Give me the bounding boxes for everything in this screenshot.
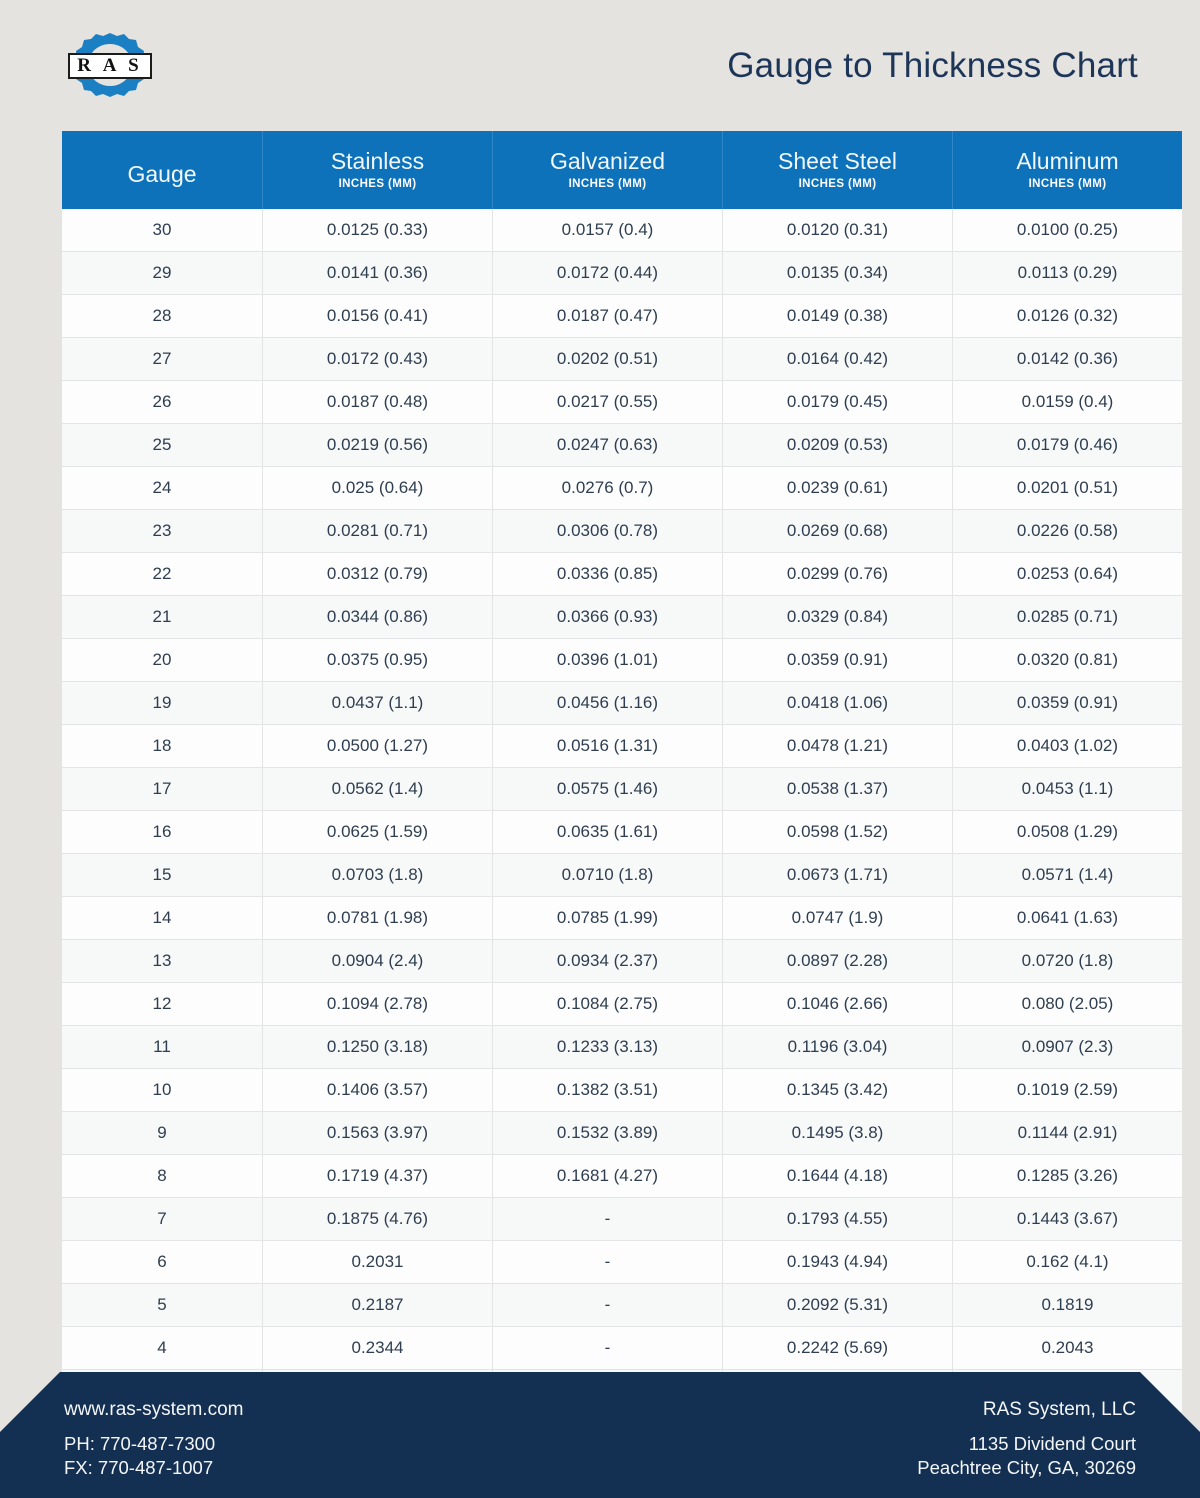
cell-aluminum: 0.0285 (0.71) (953, 596, 1183, 639)
cell-aluminum: 0.0508 (1.29) (953, 811, 1183, 854)
cell-stainless: 0.025 (0.64) (263, 467, 493, 510)
cell-galvanized: 0.1681 (4.27) (493, 1155, 723, 1198)
column-header-aluminum-units: INCHES (MM) (1028, 178, 1107, 191)
cell-gauge: 12 (62, 983, 263, 1026)
footer-website-link[interactable]: www.ras-system.com (64, 1399, 244, 1420)
cell-stainless: 0.0156 (0.41) (263, 295, 493, 338)
cell-gauge: 10 (62, 1069, 263, 1112)
cell-aluminum: 0.0453 (1.1) (953, 768, 1183, 811)
cell-aluminum: 0.0159 (0.4) (953, 381, 1183, 424)
page-header (0, 0, 1200, 130)
cell-gauge: 13 (62, 940, 263, 983)
cell-galvanized: 0.0202 (0.51) (493, 338, 723, 381)
cell-stainless: 0.0281 (0.71) (263, 510, 493, 553)
cell-gauge: 23 (62, 510, 263, 553)
cell-sheet-steel: 0.0120 (0.31) (723, 209, 953, 252)
cell-sheet-steel: 0.0418 (1.06) (723, 682, 953, 725)
cell-stainless: 0.0187 (0.48) (263, 381, 493, 424)
cell-stainless: 0.0312 (0.79) (263, 553, 493, 596)
cell-gauge: 24 (62, 467, 263, 510)
cell-sheet-steel: 0.1644 (4.18) (723, 1155, 953, 1198)
cell-aluminum: 0.0179 (0.46) (953, 424, 1183, 467)
cell-aluminum: 0.2043 (953, 1327, 1183, 1370)
cell-stainless: 0.1094 (2.78) (263, 983, 493, 1026)
cell-stainless: 0.1875 (4.76) (263, 1198, 493, 1241)
cell-stainless: 0.1719 (4.37) (263, 1155, 493, 1198)
cell-gauge: 20 (62, 639, 263, 682)
table-row (62, 596, 1182, 639)
table-row (62, 209, 1182, 252)
cell-aluminum: 0.0571 (1.4) (953, 854, 1183, 897)
cell-sheet-steel: 0.1046 (2.66) (723, 983, 953, 1026)
cell-galvanized: 0.0635 (1.61) (493, 811, 723, 854)
cell-galvanized: - (493, 1198, 723, 1241)
table-row (62, 1026, 1182, 1069)
cell-sheet-steel: 0.1196 (3.04) (723, 1026, 953, 1069)
cell-aluminum: 0.1819 (953, 1284, 1183, 1327)
cell-aluminum: 0.1285 (3.26) (953, 1155, 1183, 1198)
cell-gauge: 14 (62, 897, 263, 940)
cell-stainless: 0.0437 (1.1) (263, 682, 493, 725)
cell-aluminum: 0.0359 (0.91) (953, 682, 1183, 725)
column-header-aluminum-label: Aluminum (1016, 148, 1119, 174)
cell-galvanized: 0.1382 (3.51) (493, 1069, 723, 1112)
cell-stainless: 0.0219 (0.56) (263, 424, 493, 467)
ras-logo[interactable] (62, 27, 158, 103)
column-header-galvanized-units: INCHES (MM) (568, 178, 647, 191)
column-header-gauge-label: Gauge (127, 160, 197, 187)
footer-company-name: RAS System, LLC (982, 1399, 1136, 1420)
cell-stainless: 0.0344 (0.86) (263, 596, 493, 639)
cell-galvanized: 0.0306 (0.78) (493, 510, 723, 553)
cell-aluminum: 0.1019 (2.59) (953, 1069, 1183, 1112)
cell-sheet-steel: 0.0135 (0.34) (723, 252, 953, 295)
cell-sheet-steel: 0.0269 (0.68) (723, 510, 953, 553)
footer-contact-block (64, 1400, 243, 1479)
cell-aluminum: 0.0253 (0.64) (953, 553, 1183, 596)
cell-gauge: 19 (62, 682, 263, 725)
table-header-row (62, 131, 1182, 209)
table-row (62, 1327, 1182, 1370)
cell-gauge: 5 (62, 1284, 263, 1327)
cell-aluminum: 0.080 (2.05) (953, 983, 1183, 1026)
cell-sheet-steel: 0.0164 (0.42) (723, 338, 953, 381)
cell-sheet-steel: 0.1495 (3.8) (723, 1112, 953, 1155)
column-header-sheet-steel (723, 131, 953, 209)
column-header-gauge (62, 131, 263, 209)
column-header-stainless-units: INCHES (MM) (338, 178, 417, 191)
cell-aluminum: 0.1144 (2.91) (953, 1112, 1183, 1155)
cell-sheet-steel: 0.2242 (5.69) (723, 1327, 953, 1370)
cell-aluminum: 0.0226 (0.58) (953, 510, 1183, 553)
logo-letters-box (68, 53, 152, 79)
table-row (62, 940, 1182, 983)
table-row (62, 854, 1182, 897)
cell-stainless: 0.2031 (263, 1241, 493, 1284)
table-row (62, 725, 1182, 768)
table-row (62, 381, 1182, 424)
table-header (62, 131, 1182, 209)
cell-gauge: 21 (62, 596, 263, 639)
cell-aluminum: 0.0126 (0.32) (953, 295, 1183, 338)
cell-sheet-steel: 0.0149 (0.38) (723, 295, 953, 338)
cell-sheet-steel: 0.0598 (1.52) (723, 811, 953, 854)
cell-gauge: 27 (62, 338, 263, 381)
column-header-stainless-label: Stainless (330, 148, 425, 174)
cell-galvanized: - (493, 1241, 723, 1284)
page-title: Gauge to Thickness Chart (727, 45, 1138, 85)
cell-galvanized: 0.0336 (0.85) (493, 553, 723, 596)
cell-gauge: 15 (62, 854, 263, 897)
cell-aluminum: 0.0907 (2.3) (953, 1026, 1183, 1069)
cell-sheet-steel: 0.0329 (0.84) (723, 596, 953, 639)
table-row (62, 768, 1182, 811)
cell-stainless: 0.2344 (263, 1327, 493, 1370)
gauge-thickness-table (62, 131, 1182, 1413)
footer-address-line-2: Peachtree City, GA, 30269 (917, 1456, 1136, 1478)
cell-galvanized: 0.0247 (0.63) (493, 424, 723, 467)
cell-sheet-steel: 0.1345 (3.42) (723, 1069, 953, 1112)
cell-stainless: 0.1563 (3.97) (263, 1112, 493, 1155)
cell-sheet-steel: 0.0673 (1.71) (723, 854, 953, 897)
column-header-galvanized (493, 131, 723, 209)
cell-galvanized: 0.0456 (1.16) (493, 682, 723, 725)
logo-letters: R A S (77, 55, 143, 76)
footer-content (0, 1372, 1200, 1498)
cell-stainless: 0.0703 (1.8) (263, 854, 493, 897)
footer-address-block (917, 1400, 1136, 1479)
column-header-galvanized-label: Galvanized (549, 148, 666, 174)
cell-galvanized: 0.0276 (0.7) (493, 467, 723, 510)
cell-galvanized: 0.0396 (1.01) (493, 639, 723, 682)
table-row (62, 983, 1182, 1026)
cell-galvanized: 0.0172 (0.44) (493, 252, 723, 295)
cell-aluminum: 0.0720 (1.8) (953, 940, 1183, 983)
table-row (62, 1112, 1182, 1155)
cell-sheet-steel: 0.0538 (1.37) (723, 768, 953, 811)
table-row (62, 1198, 1182, 1241)
table-row (62, 1069, 1182, 1112)
column-header-sheet-steel-label: Sheet Steel (778, 148, 897, 174)
cell-stainless: 0.0500 (1.27) (263, 725, 493, 768)
cell-gauge: 26 (62, 381, 263, 424)
table-row (62, 1284, 1182, 1327)
gauge-thickness-table-wrap (62, 131, 1138, 1413)
cell-gauge: 16 (62, 811, 263, 854)
cell-aluminum: 0.0100 (0.25) (953, 209, 1183, 252)
cell-gauge: 29 (62, 252, 263, 295)
cell-sheet-steel: 0.1793 (4.55) (723, 1198, 953, 1241)
cell-stainless: 0.0562 (1.4) (263, 768, 493, 811)
table-row (62, 811, 1182, 854)
column-header-sheet-steel-units: INCHES (MM) (798, 178, 877, 191)
cell-galvanized: 0.0366 (0.93) (493, 596, 723, 639)
table-row (62, 1155, 1182, 1198)
cell-sheet-steel: 0.0478 (1.21) (723, 725, 953, 768)
cell-galvanized: 0.0785 (1.99) (493, 897, 723, 940)
cell-galvanized: 0.1233 (3.13) (493, 1026, 723, 1069)
cell-sheet-steel: 0.0299 (0.76) (723, 553, 953, 596)
cell-stainless: 0.1406 (3.57) (263, 1069, 493, 1112)
cell-aluminum: 0.0403 (1.02) (953, 725, 1183, 768)
cell-galvanized: 0.0157 (0.4) (493, 209, 723, 252)
cell-gauge: 22 (62, 553, 263, 596)
cell-gauge: 4 (62, 1327, 263, 1370)
cell-stainless: 0.1250 (3.18) (263, 1026, 493, 1069)
table-row (62, 424, 1182, 467)
table-row (62, 553, 1182, 596)
cell-stainless: 0.0141 (0.36) (263, 252, 493, 295)
column-header-stainless (263, 131, 493, 209)
cell-sheet-steel: 0.0747 (1.9) (723, 897, 953, 940)
cell-galvanized: 0.0710 (1.8) (493, 854, 723, 897)
cell-aluminum: 0.1443 (3.67) (953, 1198, 1183, 1241)
cell-sheet-steel: 0.0239 (0.61) (723, 467, 953, 510)
cell-gauge: 9 (62, 1112, 263, 1155)
footer-address-line-1: 1135 Dividend Court (968, 1432, 1136, 1454)
cell-gauge: 18 (62, 725, 263, 768)
cell-stainless: 0.0781 (1.98) (263, 897, 493, 940)
table-row (62, 467, 1182, 510)
cell-stainless: 0.0904 (2.4) (263, 940, 493, 983)
cell-stainless: 0.0375 (0.95) (263, 639, 493, 682)
cell-galvanized: - (493, 1284, 723, 1327)
table-row (62, 252, 1182, 295)
cell-gauge: 28 (62, 295, 263, 338)
cell-aluminum: 0.0113 (0.29) (953, 252, 1183, 295)
cell-galvanized: 0.0934 (2.37) (493, 940, 723, 983)
footer-phone: PH: 770-487-7300 (64, 1432, 216, 1454)
cell-aluminum: 0.162 (4.1) (953, 1241, 1183, 1284)
cell-galvanized: 0.1084 (2.75) (493, 983, 723, 1026)
cell-galvanized: 0.0575 (1.46) (493, 768, 723, 811)
cell-gauge: 6 (62, 1241, 263, 1284)
cell-galvanized: - (493, 1327, 723, 1370)
cell-aluminum: 0.0142 (0.36) (953, 338, 1183, 381)
cell-stainless: 0.2187 (263, 1284, 493, 1327)
cell-galvanized: 0.1532 (3.89) (493, 1112, 723, 1155)
cell-gauge: 30 (62, 209, 263, 252)
cell-galvanized: 0.0187 (0.47) (493, 295, 723, 338)
footer-fax: FX: 770-487-1007 (64, 1456, 214, 1478)
table-body (62, 209, 1182, 1413)
cell-aluminum: 0.0320 (0.81) (953, 639, 1183, 682)
cell-gauge: 8 (62, 1155, 263, 1198)
cell-stainless: 0.0625 (1.59) (263, 811, 493, 854)
table-row (62, 510, 1182, 553)
cell-galvanized: 0.0217 (0.55) (493, 381, 723, 424)
cell-gauge: 11 (62, 1026, 263, 1069)
cell-sheet-steel: 0.0179 (0.45) (723, 381, 953, 424)
cell-sheet-steel: 0.2092 (5.31) (723, 1284, 953, 1327)
cell-galvanized: 0.0516 (1.31) (493, 725, 723, 768)
table-row (62, 295, 1182, 338)
cell-sheet-steel: 0.0897 (2.28) (723, 940, 953, 983)
column-header-aluminum (953, 131, 1183, 209)
cell-sheet-steel: 0.0209 (0.53) (723, 424, 953, 467)
table-row (62, 1241, 1182, 1284)
cell-sheet-steel: 0.1943 (4.94) (723, 1241, 953, 1284)
table-row (62, 897, 1182, 940)
table-row (62, 639, 1182, 682)
cell-aluminum: 0.0201 (0.51) (953, 467, 1183, 510)
table-row (62, 682, 1182, 725)
cell-gauge: 7 (62, 1198, 263, 1241)
cell-stainless: 0.0125 (0.33) (263, 209, 493, 252)
cell-gauge: 17 (62, 768, 263, 811)
cell-gauge: 25 (62, 424, 263, 467)
table-row (62, 338, 1182, 381)
cell-sheet-steel: 0.0359 (0.91) (723, 639, 953, 682)
cell-aluminum: 0.0641 (1.63) (953, 897, 1183, 940)
cell-stainless: 0.0172 (0.43) (263, 338, 493, 381)
